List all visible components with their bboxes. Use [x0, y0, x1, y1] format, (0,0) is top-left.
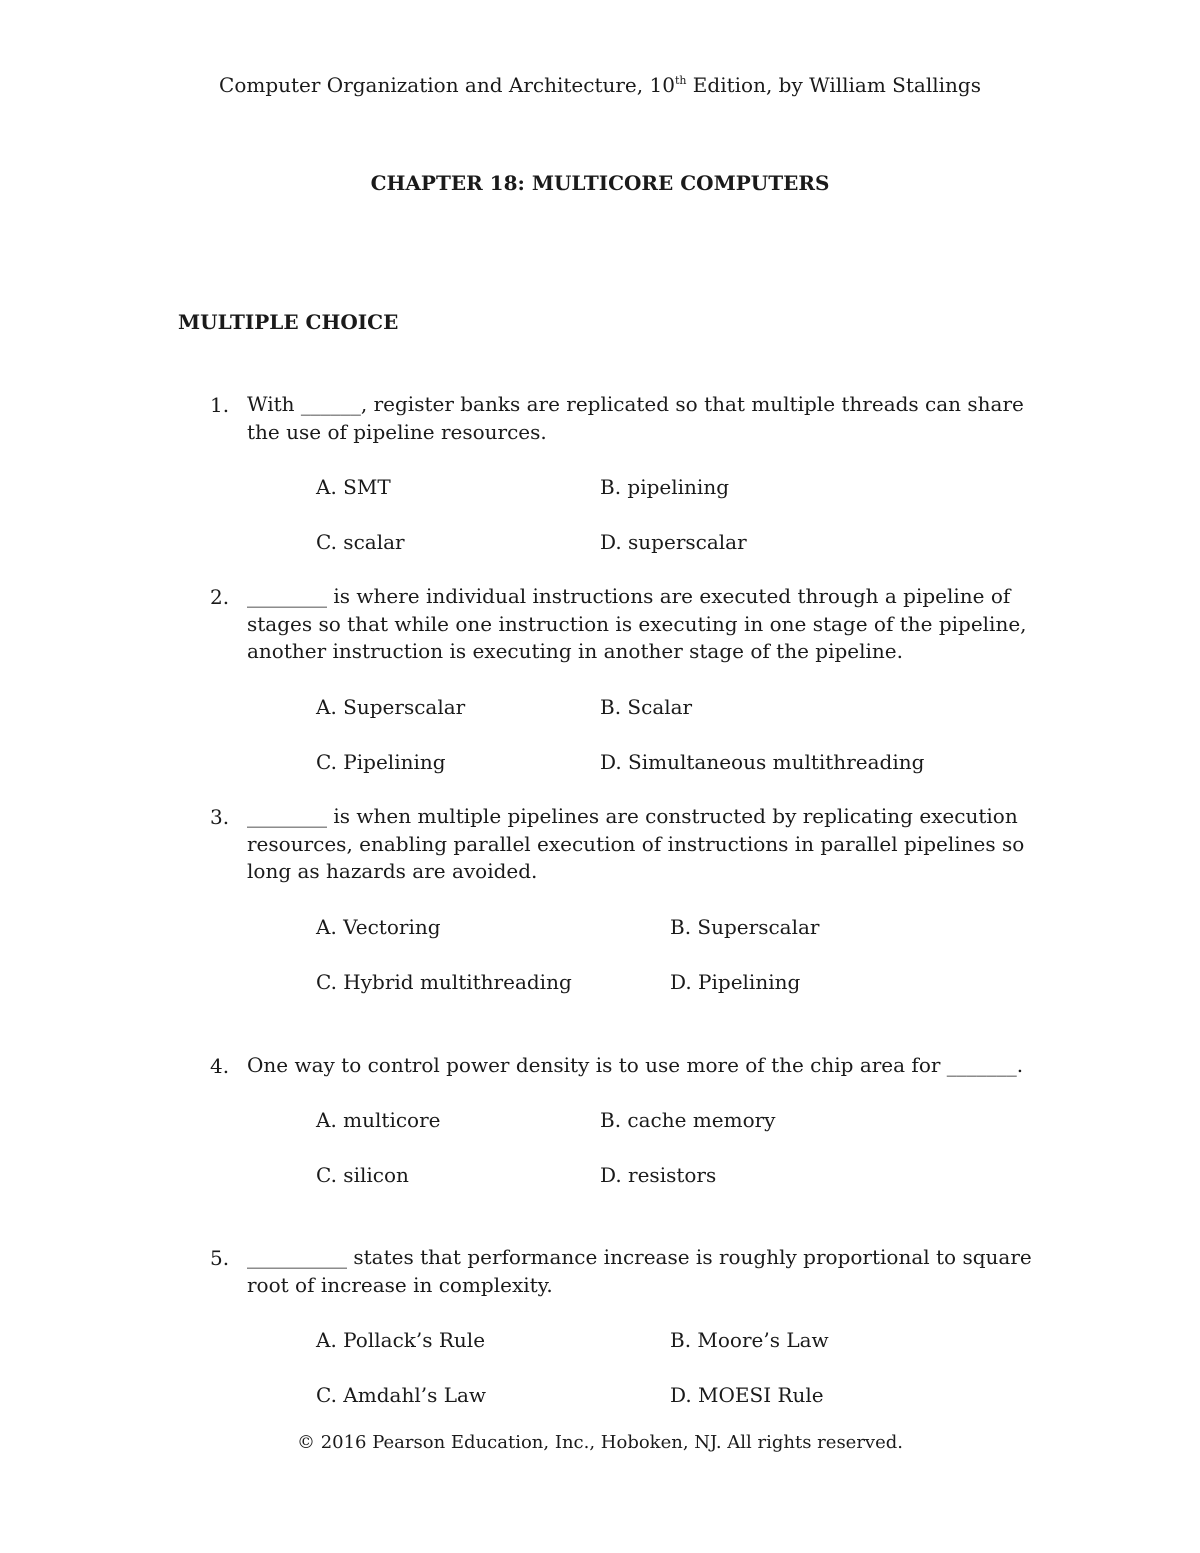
question-number: 5. — [210, 1246, 230, 1270]
page-header — [0, 72, 1200, 98]
question-4 — [210, 1052, 1040, 1080]
header-text-after: Edition, by William Stallings — [686, 73, 981, 97]
question-2-option-b: B. Scalar — [600, 695, 693, 719]
question-text: __________ states that performance increase is roughly proportional to square root of increase in complexity. — [247, 1245, 1032, 1297]
question-4-option-d: D. resistors — [600, 1163, 717, 1187]
question-text: ________ is where individual instructions are executed through a pipeline of stages so that while one instruction is executing in one stage of the pipeline, another instruction is executing in another stage of the pipeline. — [247, 584, 1027, 663]
question-2-option-c: C. Pipelining — [316, 750, 446, 774]
question-5 — [210, 1244, 1040, 1299]
question-text: One way to control power density is to use more of the chip area for _______. — [247, 1053, 1024, 1077]
question-4-option-b: B. cache memory — [600, 1108, 776, 1132]
question-2 — [210, 583, 1040, 666]
question-1-option-c: C. scalar — [316, 530, 405, 554]
question-5-option-d: D. MOESI Rule — [670, 1383, 824, 1407]
question-5-option-c: C. Amdahl’s Law — [316, 1383, 487, 1407]
question-1 — [210, 391, 1040, 446]
question-1-option-b: B. pipelining — [600, 475, 730, 499]
question-4-option-c: C. silicon — [316, 1163, 409, 1187]
question-3-option-d: D. Pipelining — [670, 970, 801, 994]
question-text: With ______, register banks are replicated so that multiple threads can share the use of pipeline resources. — [247, 392, 1024, 444]
question-5-option-b: B. Moore’s Law — [670, 1328, 829, 1352]
header-text-before: Computer Organization and Architecture, 10 — [219, 73, 675, 97]
question-2-option-d: D. Simultaneous multithreading — [600, 750, 925, 774]
question-2-option-a: A. Superscalar — [316, 695, 466, 719]
section-title: MULTIPLE CHOICE — [178, 310, 399, 334]
chapter-title: CHAPTER 18: MULTICORE COMPUTERS — [370, 171, 830, 195]
question-number: 4. — [210, 1054, 230, 1078]
question-4-option-a: A. multicore — [316, 1108, 441, 1132]
question-3-option-b: B. Superscalar — [670, 915, 820, 939]
question-number: 2. — [210, 585, 230, 609]
question-3-option-c: C. Hybrid multithreading — [316, 970, 572, 994]
question-number: 1. — [210, 393, 230, 417]
question-3-option-a: A. Vectoring — [316, 915, 441, 939]
question-3 — [210, 803, 1040, 886]
question-number: 3. — [210, 805, 230, 829]
question-text: ________ is when multiple pipelines are constructed by replicating execution resources, enabling parallel execution of instructions in parallel pipelines so long as hazards are avoided. — [247, 804, 1025, 883]
question-5-option-a: A. Pollack’s Rule — [316, 1328, 486, 1352]
question-1-option-a: A. SMT — [316, 475, 391, 499]
header-superscript: th — [674, 74, 687, 87]
copyright-footer: © 2016 Pearson Education, Inc., Hoboken, NJ. All rights reserved. — [296, 1432, 904, 1453]
question-1-option-d: D. superscalar — [600, 530, 747, 554]
